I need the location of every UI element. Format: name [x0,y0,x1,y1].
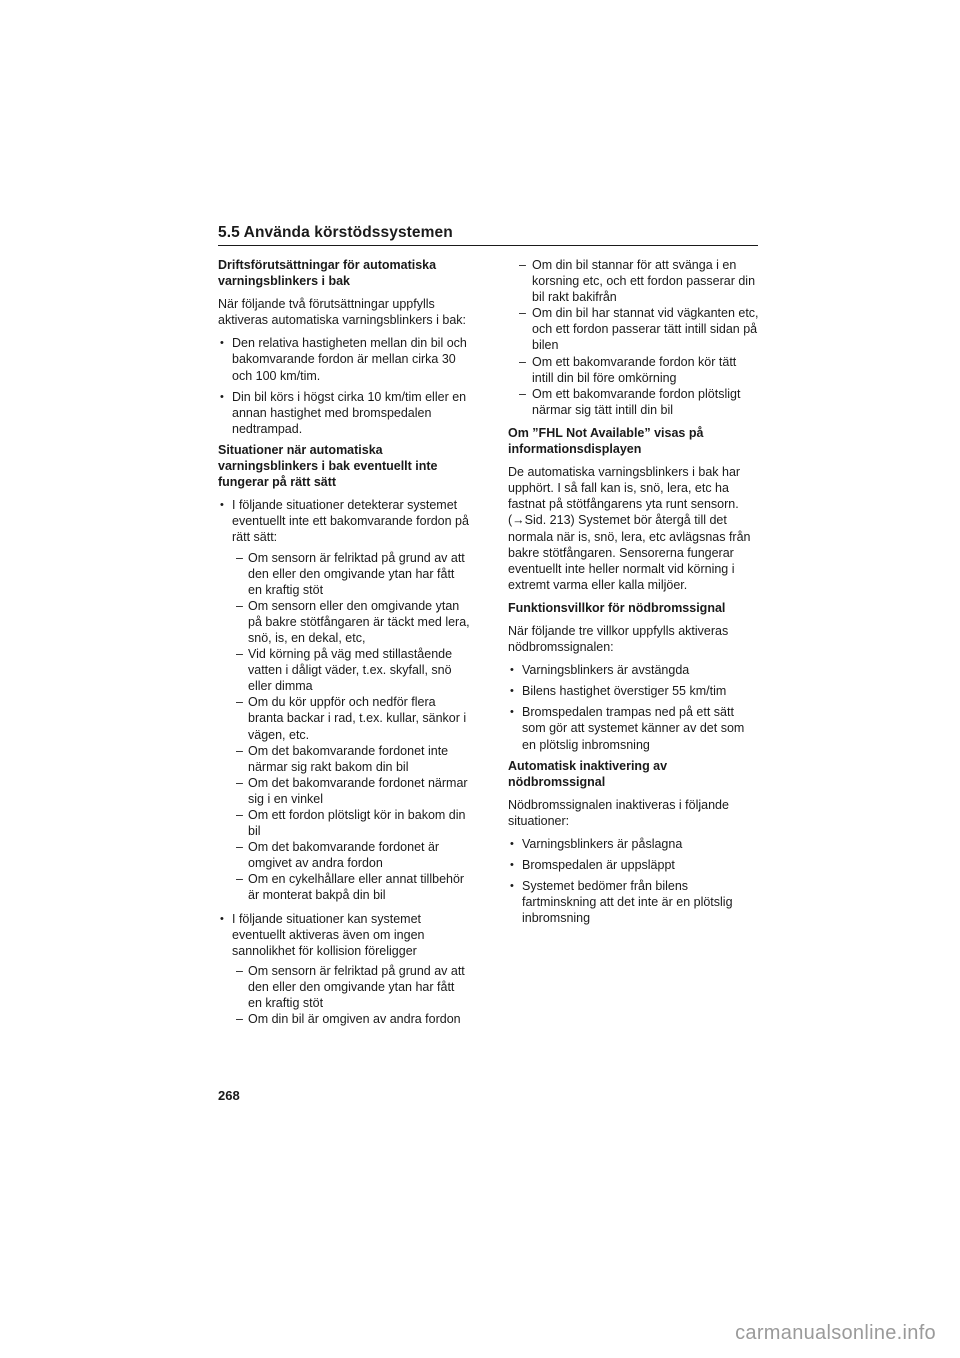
dash-item: – Om det bakomvarande fordonet är omgivet av andra fordon [218,839,470,871]
dash-item: – Om ett fordon plötsligt kör in bakom din bil [218,807,470,839]
bullet-brake-sudden: • Bromspedalen trampas ned på ett sätt som gör att systemet känner av det som en plötslig inbromsning [508,704,760,752]
heading-malfunction-situations: Situationer när automatiska varningsblinkers i bak eventuellt inte fungerar på rätt sätt [218,442,438,490]
dash-list-detection [218,550,470,904]
dash-item: – Om det bakomvarande fordonet inte närmar sig rakt bakom din bil [218,743,470,775]
heading-auto-deactivation: Automatisk inaktivering av nödbromssignal [508,758,668,789]
heading-emergency-signal-conditions: Funktionsvillkor för nödbromssignal [508,600,726,615]
dash-item: – Vid körning på väg med stillastående vatten i dåligt väder, t.ex. skyfall, snö eller dimma [218,646,470,694]
section-header [218,224,758,246]
dash-item: – Om sensorn är felriktad på grund av att den eller den omgivande ytan har fått en kraftig stöt [218,963,470,1011]
dash-item: – Om sensorn är felriktad på grund av att den eller den omgivande ytan har fått en kraftig stöt [218,550,470,598]
bullet-not-sudden: • Systemet bedömer från bilens fartminskning att det inte är en plötslig inbromsning [508,878,760,926]
heading-fhl-not-available: Om ”FHL Not Available” visas på informationsdisplayen [508,425,704,457]
dash-list-false-activation [218,963,470,1027]
paragraph-three-conditions: När följande tre villkor uppfylls aktiveras nödbromssignalen: [508,623,729,655]
watermark: carmanualsonline.info [735,1322,936,1344]
dash-item: – Om sensorn eller den omgivande ytan på bakre stötfångaren är täckt med lera, snö, is, en dekal, etc, [218,598,470,646]
dash-item: – Om din bil stannar för att svänga i en korsning etc, och ett fordon passerar din bil rakt bakifrån [508,257,760,305]
bullet-relative-speed: • Den relativa hastigheten mellan din bil och bakomvarande fordon är mellan cirka 30 och 100 km/tim. [218,335,470,383]
bullet-detection-failure: • I följande situationer detekterar systemet eventuellt inte ett bakomvarande fordon på rätt sätt: [218,497,470,545]
dash-item: – Om du kör uppför och nedför flera branta backar i rad, t.ex. kullar, sänkor i vägen, etc. [218,694,470,742]
bullet-hazard-on: • Varningsblinkers är påslagna [508,836,760,852]
dash-item: – Om ett bakomvarande fordon plötsligt närmar sig tätt intill din bil [508,386,760,418]
bullet-brake-released: • Bromspedalen är uppsläppt [508,857,760,873]
left-column [218,257,470,1034]
dash-item: – Om din bil har stannat vid vägkanten etc, och ett fordon passerar tätt intill sidan på bilen [508,305,760,353]
bullet-own-speed: • Din bil körs i högst cirka 10 km/tim eller en annan hastighet med bromspedalen nedtrampad. [218,389,470,437]
dash-item: – Om det bakomvarande fordonet närmar sig i en vinkel [218,775,470,807]
right-column [508,257,760,931]
section-title: 5.5 Använda körstödssystemen [218,224,453,241]
bullet-speed-over: • Bilens hastighet överstiger 55 km/tim [508,683,760,699]
heading-operating-conditions: Driftsförutsättningar för automatiska varningsblinkers i bak [218,258,437,289]
paragraph-two-conditions: När följande två förutsättningar uppfylls aktiveras automatiska varningsblinkers i bak: [218,297,467,328]
dash-item: – Om din bil är omgiven av andra fordon [218,1011,470,1027]
dash-list-continued [508,257,760,418]
bullet-false-activation: • I följande situationer kan systemet eventuellt aktiveras även om ingen sannolikhet för kollision föreligger [218,911,470,959]
dash-item: – Om en cykelhållare eller annat tillbehör är monterat bakpå din bil [218,871,470,903]
paragraph-deactivation-situations: Nödbromssignalen inaktiveras i följande situationer: [508,797,729,828]
page-number: 268 [218,1088,240,1103]
paragraph-fhl-explanation: De automatiska varningsblinkers i bak har upphört. I så fall kan is, snö, lera, etc ha fastnat på stötfångarens yta runt sensorn. (→Sid. 213) Systemet bör återgå till det normala när is, snö, lera, etc avlägsnas från bakre stötfångaren. Sensorerna fungerar eventuellt inte heller normalt vid körning i extremt varma eller kalla miljöer. [508,465,751,592]
dash-item: – Om ett bakomvarande fordon kör tätt intill din bil före omkörning [508,354,760,386]
bullet-hazard-off: • Varningsblinkers är avstängda [508,662,760,678]
